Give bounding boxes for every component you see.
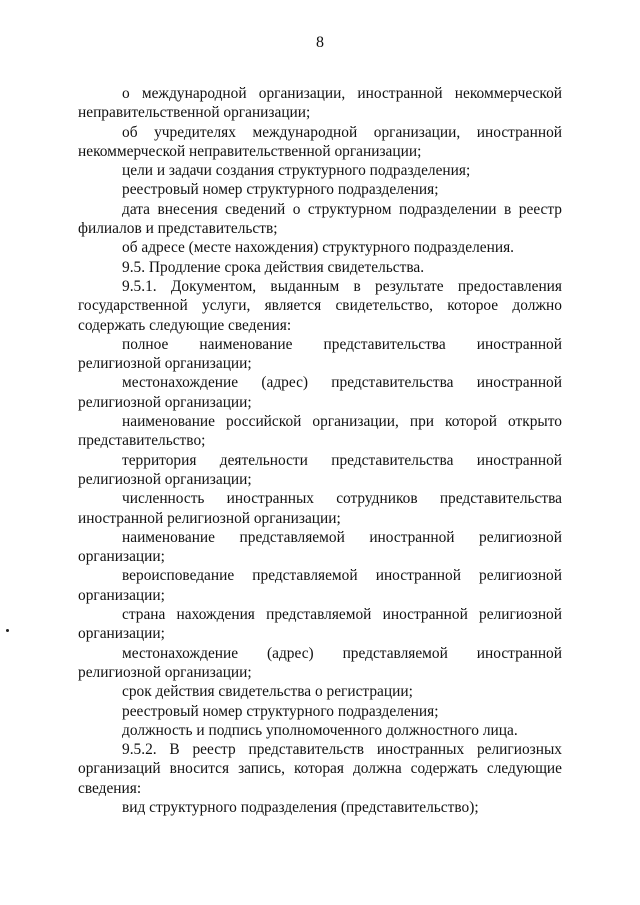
list-item-represented-name: наименование представляемой иностранной религиозной организации; [78, 528, 562, 566]
list-item-validity: срок действия свидетельства о регистрации; [122, 683, 413, 701]
list-item-territory: территория деятельности представительства иностранной религиозной организации; [78, 451, 562, 488]
list-item-russian-org: наименование российской организации, при которой открыто представительство; [78, 413, 562, 450]
scan-mark [6, 629, 9, 632]
paragraph-registry-date: дата внесения сведений о структурном подразделении в реестр филиалов и представительств; [78, 200, 562, 238]
paragraph-registry-number: реестровый номер структурного подразделения; [122, 181, 439, 199]
list-item-represented-address: местонахождение (адрес) представляемой иностранной религиозной организации; [78, 644, 562, 681]
paragraph-address: об адресе (месте нахождения) структурного подразделения. [122, 239, 515, 257]
list-item-signature: должность и подпись уполномоченного должностного лица. [122, 721, 518, 739]
section-heading-9-5: 9.5. Продление срока действия свидетельства. [122, 258, 425, 276]
list-item-religion: вероисповедание представляемой иностранной религиозной организации; [78, 567, 562, 604]
list-item-full-name: полное наименование представительства иностранной религиозной организации; [78, 335, 562, 373]
paragraph-international-org: о международной организации, иностранной некоммерческой неправительственной организации; [78, 85, 562, 122]
list-item-location: местонахождение (адрес) представительства иностранной религиозной организации; [78, 374, 562, 411]
paragraph-9-5-2: 9.5.2. В реестр представительств иностранных религиозных организаций вносится запись, которая должна содержать следующие сведения: [78, 741, 562, 797]
list-item-registry-number: реестровый номер структурного подразделения; [122, 702, 439, 720]
document-body [78, 84, 562, 817]
paragraph-9-5-1: 9.5.1. Документом, выданным в результате предоставления государственной услуги, является свидетельство, которое должно содержать следующие сведения: [78, 277, 562, 334]
list-item-country: страна нахождения представляемой иностранной религиозной организации; [78, 606, 562, 643]
page-number: 8 [316, 34, 324, 51]
paragraph-goals: цели и задачи создания структурного подразделения; [122, 162, 471, 180]
paragraph-founders: об учредителях международной организации, иностранной некоммерческой неправительственной организации; [78, 123, 562, 160]
list-item-unit-type: вид структурного подразделения (представительство); [122, 798, 479, 816]
list-item-staff-count: численность иностранных сотрудников представительства иностранной религиозной организации; [78, 490, 562, 527]
